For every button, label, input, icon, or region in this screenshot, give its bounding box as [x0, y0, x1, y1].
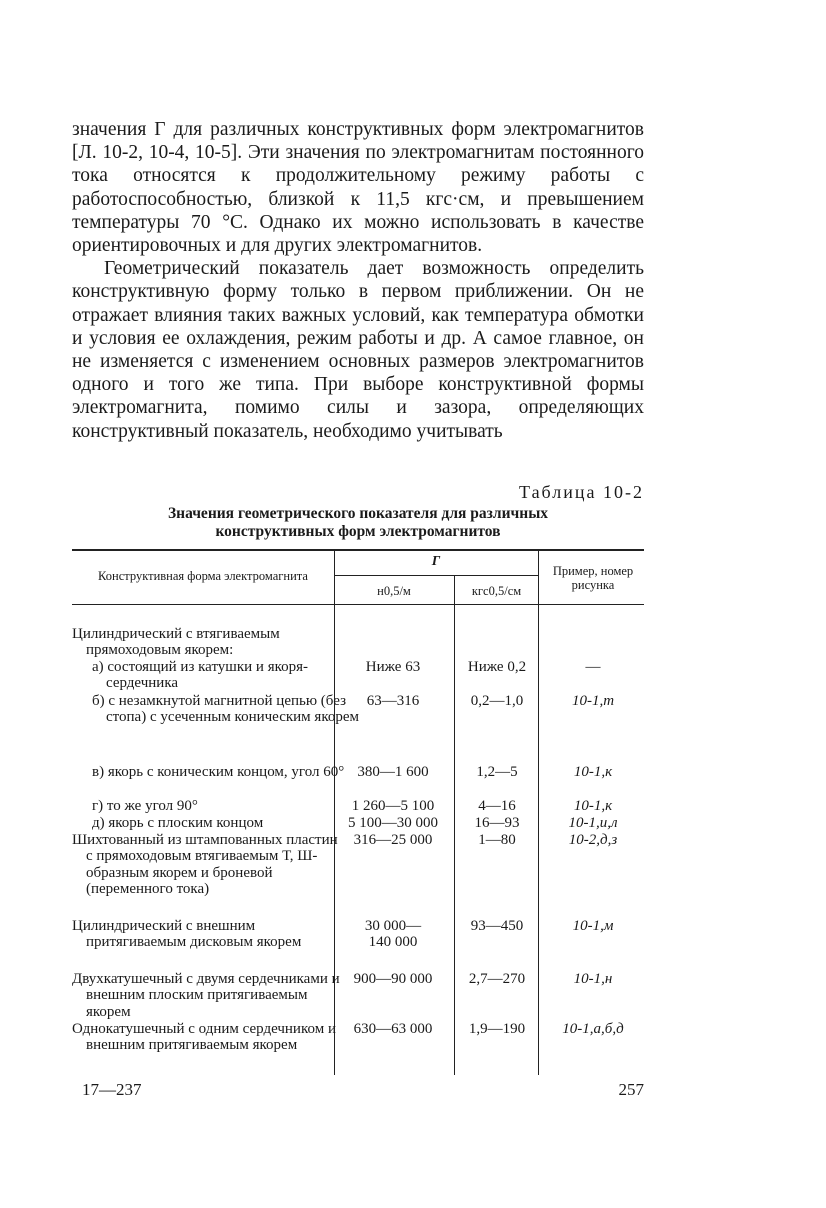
table-row-1-v2: Ниже 0,2	[467, 659, 527, 675]
table-row-2-v1: 63—316	[366, 693, 420, 709]
paragraph-1: значения Г для различных конструктивных форм электромагнитов [Л. 10-2, 10-4, 10-5]. Эти значения по электромагнитам постоянного тока относятся к продолжительному режиму работы с работоспособностью, близкой к 11,5 кгс·см, и превышением температуры 70 °С. Однако их можно использовать в качестве ориентировочных и для других электромагнитов.	[72, 119, 644, 257]
table-row-9-v2: 1,9—190	[468, 1021, 526, 1037]
table-row-4-form: г) то же угол 90°	[92, 798, 198, 814]
column-rule-2	[454, 575, 455, 1075]
table-row-8-form: Двухкатушечный с двумя сердечниками и внешним плоским притягиваемым якорем	[72, 971, 340, 1020]
table-row-9-v1: 630—63 000	[353, 1021, 433, 1037]
table-row-9-form: Однокатушечный с одним сердечником и внешним притягиваемым якорем	[72, 1021, 336, 1054]
table-top-rule	[72, 549, 644, 551]
page-number: 257	[618, 1080, 644, 1099]
table-row-5-form: д) якорь с плоским концом	[92, 815, 264, 831]
table-row-0-form: Цилиндрический с втягиваемым прямоходовым якорем:	[72, 626, 280, 659]
table-row-5-ex: 10-1,и,л	[568, 815, 618, 831]
table-title-line-2: конструктивных форм электромагнитов	[215, 523, 501, 540]
table-row-1-ex: —	[585, 659, 601, 675]
table-title	[72, 505, 644, 541]
table-row-5-v1: 5 100—30 000	[348, 815, 438, 831]
table-row-6-ex: 10-2,д,з	[568, 832, 618, 848]
header-unit-2: кгс0,5/см	[471, 584, 522, 598]
table-row-6-v2: 1—80	[478, 832, 516, 848]
table-row-3-v1: 380—1 600	[357, 764, 429, 780]
table-row-7-form: Цилиндрический с внешним притягиваемым дисковым якорем	[72, 918, 302, 951]
header-unit-1: н0,5/м	[377, 584, 411, 598]
column-rule-3	[538, 549, 539, 1075]
header-gamma: Г	[431, 554, 441, 569]
header-example: Пример, номер рисунка	[552, 564, 634, 592]
table-row-5-v2: 16—93	[474, 815, 520, 831]
header-bottom-rule	[72, 604, 644, 605]
table-row-1-form: а) состоящий из катушки и якоря-сердечника	[92, 659, 309, 692]
table-row-7-ex: 10-1,м	[572, 918, 614, 934]
header-mid-rule	[334, 575, 538, 576]
page-content	[72, 118, 644, 1099]
table-row-8-v1: 900—90 000	[353, 971, 433, 987]
footer-signature: 17—237	[82, 1080, 142, 1099]
table-row-3-form: в) якорь с коническим концом, угол 60°	[92, 764, 345, 780]
paragraph-2: Геометрический показатель дает возможность определить конструктивную форму только в первом приближении. Он не отражает влияния таких важных условий, как температура обмотки и условия ее охлаждения, режим работы и др. А самое главное, он не изменяется с изменением основных размеров электромагнитов одного и того же типа. При выборе конструктивной формы электромагнита, помимо силы и зазора, определяющих конструктивный показатель, необходимо учитывать	[72, 258, 644, 442]
table-row-4-v2: 4—16	[478, 798, 516, 814]
table-row-4-v1: 1 260—5 100	[351, 798, 435, 814]
body-text	[72, 118, 644, 443]
table-row-2-ex: 10-1,т	[571, 693, 615, 709]
table-row-8-ex: 10-1,н	[573, 971, 613, 987]
table-row-8-v2: 2,7—270	[468, 971, 526, 987]
table-row-7-v2: 93—450	[470, 918, 524, 934]
header-form: Конструктивная форма электромагнита	[98, 569, 308, 583]
table-row-3-ex: 10-1,к	[573, 764, 613, 780]
table-row-9-ex: 10-1,а,б,д	[562, 1021, 624, 1037]
table-row-7-v1: 30 000—140 000	[364, 918, 422, 951]
table-label: Таблица 10-2	[519, 482, 644, 502]
table-row-2-v2: 0,2—1,0	[470, 693, 524, 709]
table-row-2-form: б) с незамкнутой магнитной цепью (без стопа) с усеченным коническим якорем	[92, 693, 360, 726]
table-row-6-v1: 316—25 000	[353, 832, 433, 848]
table-row-4-ex: 10-1,к	[573, 798, 613, 814]
table-row-3-v2: 1,2—5	[476, 764, 518, 780]
table-row-1-v1: Ниже 63	[365, 659, 421, 675]
table-row-6-form: Шихтованный из штампованных пластин с прямоходовым втягиваемым Т, Ш-образным якорем и броневой (переменного тока)	[72, 832, 338, 897]
table-title-line-1: Значения геометрического показателя для различных	[167, 505, 549, 522]
